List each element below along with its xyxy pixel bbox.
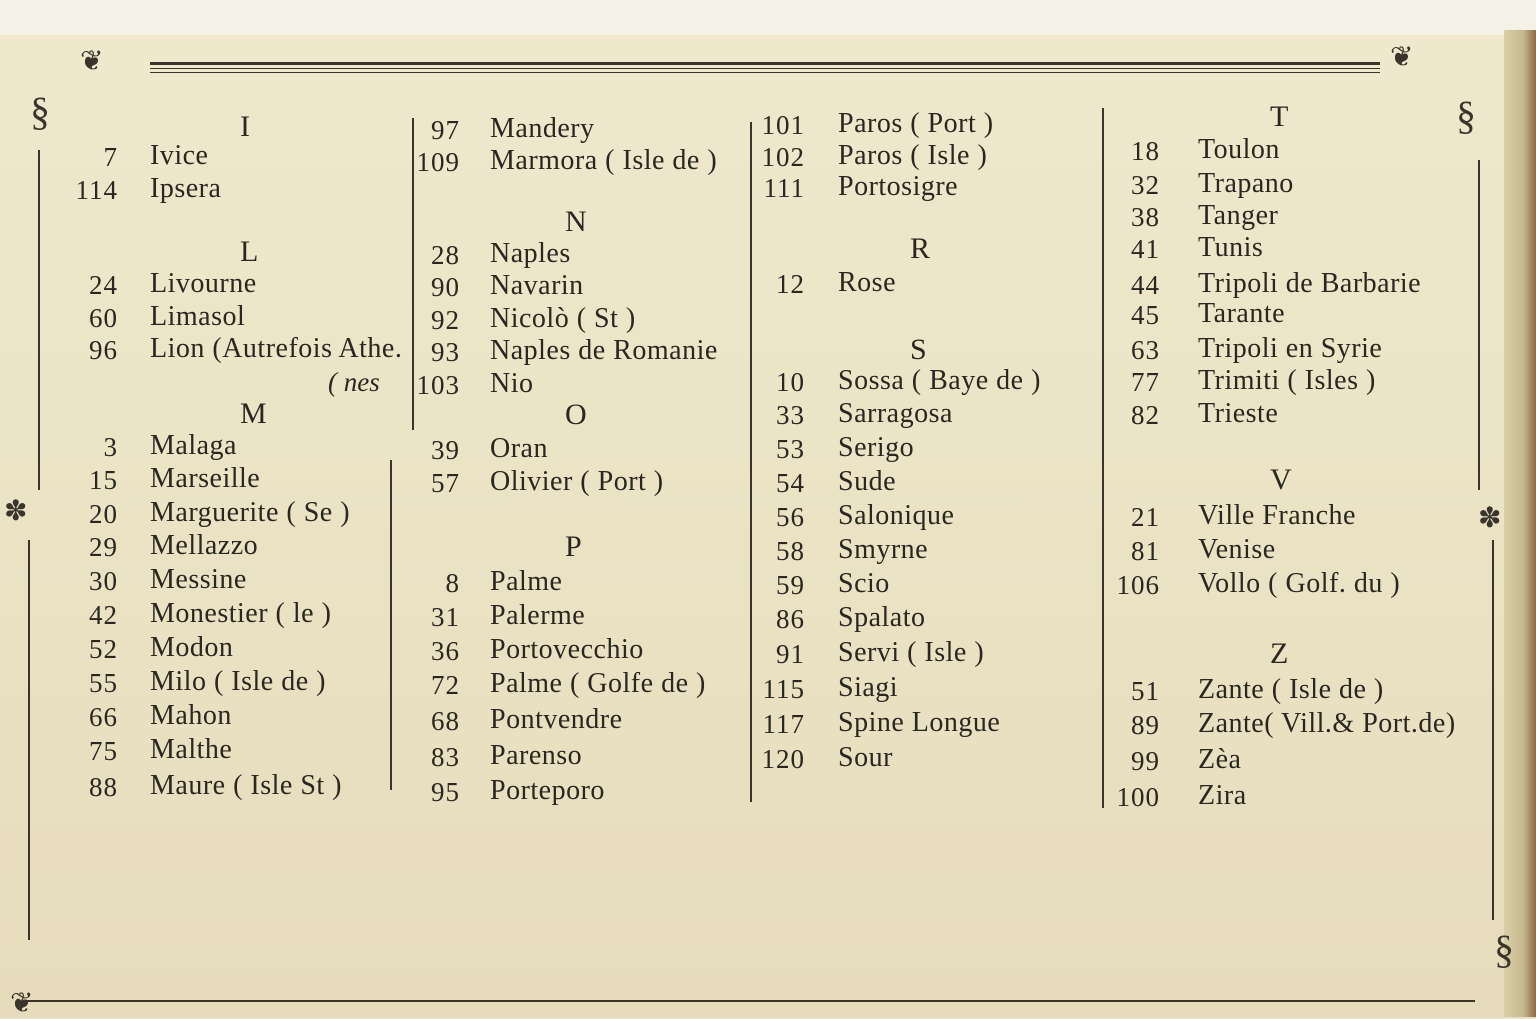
- entry-number: 120: [761, 744, 805, 774]
- entry-name: Siagi: [838, 672, 899, 703]
- book-spine-edge: [1504, 30, 1536, 1017]
- entry-number: 51: [1131, 676, 1160, 706]
- entry-name: Paros ( Port ): [838, 108, 994, 139]
- right-border-rule-lower: [1492, 540, 1494, 920]
- entry-name: Lion (Autrefois Athe.: [150, 333, 403, 364]
- entry-name: Sarragosa: [838, 398, 953, 429]
- entry-number: 103: [416, 370, 460, 400]
- entry-name: Tripoli en Syrie: [1198, 333, 1383, 364]
- entry-number: 100: [1116, 782, 1160, 812]
- entry-number: 42: [89, 600, 118, 630]
- entry-name: Porteporo: [490, 775, 605, 806]
- entry-name: Modon: [150, 632, 234, 663]
- entry-name: Zante ( Isle de ): [1198, 674, 1384, 705]
- entry-name: Paros ( Isle ): [838, 140, 988, 171]
- entry-number: 106: [1116, 570, 1160, 600]
- entry-name: Pontvendre: [490, 704, 623, 735]
- entry-name: Marguerite ( Se ): [150, 497, 351, 528]
- entry-name: Livourne: [150, 268, 257, 299]
- letter-heading: S: [910, 333, 928, 366]
- entry-name: Trapano: [1198, 168, 1294, 199]
- side-ornament-left: §: [30, 89, 50, 134]
- entry-name: Messine: [150, 564, 247, 595]
- entry-name: Servi ( Isle ): [838, 637, 985, 668]
- entry-number: 38: [1131, 202, 1160, 232]
- entry-name: Malaga: [150, 430, 237, 461]
- entry-number: 82: [1131, 400, 1160, 430]
- entry-number: 81: [1131, 536, 1160, 566]
- entry-name: Naples de Romanie: [490, 335, 718, 366]
- entry-name: Tarante: [1198, 298, 1286, 329]
- entry-name: Palme: [490, 566, 563, 597]
- entry-name: Spalato: [838, 602, 926, 633]
- mid-ornament-left: ✽: [4, 496, 28, 527]
- entry-name: Sude: [838, 466, 896, 497]
- bottom-border-rule: [25, 1000, 1475, 1002]
- entry-name: Tunis: [1198, 232, 1264, 263]
- entry-number: 91: [776, 639, 805, 669]
- entry-number: 24: [89, 270, 118, 300]
- entry-number: 114: [75, 175, 118, 205]
- entry-name: Trimiti ( Isles ): [1198, 365, 1376, 396]
- entry-number: 28: [431, 240, 460, 270]
- entry-number: 111: [763, 173, 805, 203]
- entry-number: 44: [1131, 270, 1160, 300]
- entry-number: 30: [89, 566, 118, 596]
- letter-heading: I: [240, 110, 251, 143]
- entry-name: Marmora ( Isle de ): [490, 145, 718, 176]
- entry-number: 89: [1131, 710, 1160, 740]
- entry-name: Sossa ( Baye de ): [838, 365, 1041, 396]
- letter-heading: P: [565, 530, 583, 563]
- entry-number: 117: [762, 709, 805, 739]
- entry-name: Milo ( Isle de ): [150, 666, 326, 697]
- entry-name: Toulon: [1198, 134, 1280, 165]
- letter-heading: V: [1270, 463, 1293, 496]
- entry-name: Monestier ( le ): [150, 598, 332, 629]
- entry-name: Ville Franche: [1198, 500, 1356, 531]
- entry-number: 8: [445, 568, 460, 598]
- entry-name: Serigo: [838, 432, 915, 463]
- entry-number: 33: [776, 400, 805, 430]
- left-border-rule: [38, 150, 40, 490]
- entry-name: Trieste: [1198, 398, 1279, 429]
- entry-name: Portosigre: [838, 171, 959, 202]
- entry-number: 52: [89, 634, 118, 664]
- entry-name: Olivier ( Port ): [490, 466, 664, 497]
- entry-name: Palme ( Golfe de ): [490, 668, 706, 699]
- entry-name: Salonique: [838, 500, 955, 531]
- top-border-rule-thin: [150, 68, 1380, 69]
- entry-name: Oran: [490, 433, 548, 464]
- entry-name: Parenso: [490, 740, 583, 771]
- letter-heading: N: [565, 205, 588, 238]
- bottom-ornament-left: ❦: [10, 988, 34, 1019]
- right-border-rule: [1478, 160, 1480, 490]
- entry-number: 21: [1131, 502, 1160, 532]
- entry-number: 3: [103, 432, 118, 462]
- entry-name: Zante( Vill.& Port.de): [1198, 708, 1456, 739]
- entry-number: 31: [431, 602, 460, 632]
- entry-number: 88: [89, 772, 118, 802]
- entry-name: Malthe: [150, 734, 233, 765]
- entry-number: 92: [431, 305, 460, 335]
- entry-name: Portovecchio: [490, 634, 644, 665]
- entry-name: Zira: [1198, 780, 1247, 811]
- entry-number: 12: [776, 269, 805, 299]
- letter-heading: Z: [1270, 637, 1290, 670]
- entry-name: Palerme: [490, 600, 586, 631]
- side-ornament-right: §: [1456, 93, 1476, 138]
- entry-continuation: ( nes: [328, 367, 380, 397]
- entry-number: 10: [776, 367, 805, 397]
- entry-number: 55: [89, 668, 118, 698]
- entry-name: Zèa: [1198, 744, 1242, 775]
- entry-number: 66: [89, 702, 118, 732]
- letter-heading: R: [910, 232, 932, 265]
- entry-name: Mandery: [490, 113, 595, 144]
- entry-name: Tanger: [1198, 200, 1279, 231]
- entry-name: Ipsera: [150, 173, 222, 204]
- entry-number: 39: [431, 435, 460, 465]
- bottom-ornament-right: §: [1494, 927, 1514, 972]
- entry-number: 7: [103, 142, 118, 172]
- entry-name: Scio: [838, 568, 890, 599]
- entry-number: 29: [89, 532, 118, 562]
- entry-number: 60: [89, 303, 118, 333]
- entry-number: 36: [431, 636, 460, 666]
- entry-name: Navarin: [490, 270, 584, 301]
- top-border-rule-thin-2: [150, 72, 1380, 73]
- entry-name: Smyrne: [838, 534, 929, 565]
- entry-number: 59: [776, 570, 805, 600]
- entry-name: Tripoli de Barbarie: [1198, 268, 1422, 299]
- entry-number: 75: [89, 736, 118, 766]
- entry-number: 68: [431, 706, 460, 736]
- entry-number: 72: [431, 670, 460, 700]
- entry-number: 18: [1131, 136, 1160, 166]
- entry-name: Maure ( Isle St ): [150, 770, 343, 801]
- entry-number: 20: [89, 499, 118, 529]
- entry-number: 45: [1131, 300, 1160, 330]
- entry-number: 32: [1131, 170, 1160, 200]
- entry-number: 15: [89, 465, 118, 495]
- entry-number: 86: [776, 604, 805, 634]
- entry-number: 54: [776, 468, 805, 498]
- entry-name: Limasol: [150, 301, 246, 332]
- corner-ornament-top-left: ❦: [80, 46, 104, 77]
- entry-name: Naples: [490, 238, 571, 269]
- entry-number: 102: [761, 142, 805, 172]
- entry-name: Mahon: [150, 700, 232, 731]
- entry-name: Sour: [838, 742, 893, 773]
- entry-name: Rose: [838, 267, 896, 298]
- entry-number: 97: [431, 115, 460, 145]
- entry-number: 63: [1131, 335, 1160, 365]
- left-border-rule-lower: [28, 540, 30, 940]
- entry-number: 101: [761, 110, 805, 140]
- entry-name: Ivice: [150, 140, 209, 171]
- entry-name: Mellazzo: [150, 530, 259, 561]
- entry-number: 109: [416, 147, 460, 177]
- letter-heading: M: [240, 397, 268, 430]
- entry-number: 41: [1131, 234, 1160, 264]
- entry-number: 53: [776, 434, 805, 464]
- entry-number: 56: [776, 502, 805, 532]
- entry-number: 90: [431, 272, 460, 302]
- entry-number: 83: [431, 742, 460, 772]
- page-top-edge: [0, 0, 1536, 40]
- corner-ornament-top-right: ❦: [1390, 42, 1414, 73]
- entry-name: Venise: [1198, 534, 1276, 565]
- entry-number: 93: [431, 337, 460, 367]
- letter-heading: T: [1270, 100, 1290, 133]
- mid-ornament-right: ✽: [1478, 503, 1502, 534]
- entry-number: 99: [1131, 746, 1160, 776]
- entry-name: Nicolò ( St ): [490, 303, 636, 334]
- column-divider-1-lower: [390, 460, 392, 790]
- entry-number: 95: [431, 777, 460, 807]
- entry-number: 115: [762, 674, 805, 704]
- top-border-rule: [150, 62, 1380, 65]
- entry-name: Marseille: [150, 463, 261, 494]
- entry-number: 58: [776, 536, 805, 566]
- entry-name: Nio: [490, 368, 534, 399]
- letter-heading: O: [565, 398, 588, 431]
- entry-number: 96: [89, 335, 118, 365]
- letter-heading: L: [240, 235, 260, 268]
- entry-name: Vollo ( Golf. du ): [1198, 568, 1401, 599]
- entry-number: 77: [1131, 367, 1160, 397]
- entry-name: Spine Longue: [838, 707, 1001, 738]
- entry-number: 57: [431, 468, 460, 498]
